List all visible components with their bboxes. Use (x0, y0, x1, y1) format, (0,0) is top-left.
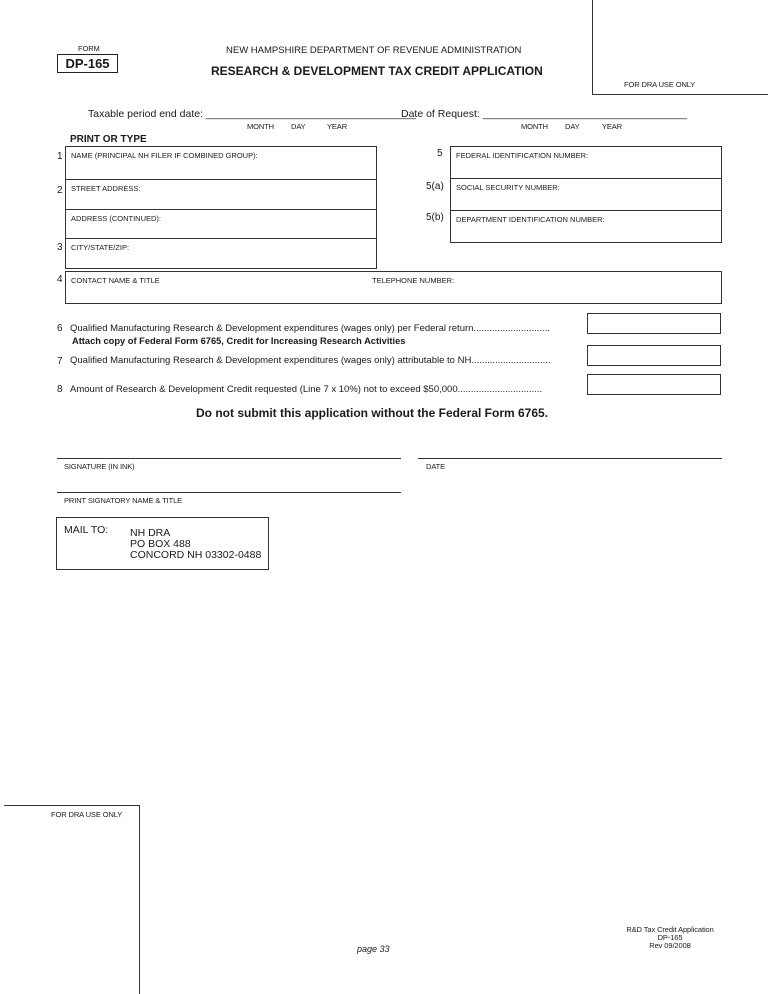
mail-address-line-2: PO BOX 488 (130, 538, 191, 550)
footer-app-name: R&D Tax Credit Application (626, 925, 714, 934)
form-label: FORM (78, 44, 100, 53)
dra-bottom-box-right-border (139, 805, 140, 994)
id-numbers-block (450, 146, 722, 243)
page-number: page 33 (357, 944, 390, 954)
warning-text: Do not submit this application without the Federal Form 6765. (196, 406, 549, 420)
dra-use-only-top: FOR DRA USE ONLY (624, 80, 696, 89)
request-month-caption: MONTH (521, 122, 548, 131)
footer-revision: Rev 09/2008 (649, 941, 691, 950)
department-name: NEW HAMPSHIRE DEPARTMENT OF REVENUE ADMINISTRATION (226, 45, 522, 56)
mail-to-label: MAIL TO: (64, 524, 109, 536)
line-number-6: 6 (57, 323, 63, 334)
mail-address-line-3: CONCORD NH 03302-0488 (130, 549, 262, 561)
address-block (65, 146, 377, 269)
form-title: RESEARCH & DEVELOPMENT TAX CREDIT APPLICATION (211, 64, 543, 78)
contact-row[interactable] (65, 271, 722, 304)
taxable-year-caption: YEAR (327, 122, 348, 131)
signature-label: SIGNATURE (IN INK) (64, 462, 135, 471)
contact-name-label: CONTACT NAME & TITLE (71, 276, 160, 285)
dra-box-bottom-border (592, 94, 768, 95)
request-year-caption: YEAR (602, 122, 623, 131)
date-of-request-label: Date of Request: ___________________________________ (401, 108, 688, 120)
line-number-5: 5 (437, 148, 443, 159)
address-continued-label: ADDRESS (CONTINUED): (71, 214, 162, 223)
line-6-amount-input[interactable] (587, 313, 721, 334)
footer-form-number: DP-165 (657, 933, 683, 942)
attach-form-note: Attach copy of Federal Form 6765, Credit for Increasing Research Activities (72, 336, 406, 346)
federal-id-field[interactable] (451, 147, 721, 179)
line-6-text: Qualified Manufacturing Research & Development expenditures (wages only) per Federal return............................. (70, 323, 550, 334)
line-number-2: 2 (57, 185, 63, 196)
line-number-8: 8 (57, 384, 63, 395)
dra-use-only-bottom: FOR DRA USE ONLY (51, 810, 123, 819)
line-7-amount-input[interactable] (587, 345, 721, 366)
taxable-day-caption: DAY (291, 122, 306, 131)
date-line[interactable] (418, 458, 722, 459)
date-label: DATE (426, 462, 446, 471)
line-number-5a: 5(a) (426, 181, 444, 192)
city-state-zip-field[interactable] (66, 239, 376, 268)
line-number-4: 4 (57, 274, 63, 285)
ssn-label: SOCIAL SECURITY NUMBER: (456, 183, 560, 192)
city-state-zip-label: CITY/STATE/ZIP: (71, 243, 130, 252)
print-name-line[interactable] (57, 492, 401, 493)
mail-address-line-1: NH DRA (130, 527, 171, 539)
telephone-label: TELEPHONE NUMBER: (372, 276, 455, 285)
name-field-label: NAME (PRINCIPAL NH FILER IF COMBINED GROUP): (71, 151, 258, 160)
line-8-amount-input[interactable] (587, 374, 721, 395)
line-8-text: Amount of Research & Development Credit requested (Line 7 x 10%) not to exceed $50,000................................ (70, 384, 543, 395)
department-id-label: DEPARTMENT IDENTIFICATION NUMBER: (456, 215, 605, 224)
street-address-field[interactable] (66, 180, 376, 210)
signature-line[interactable] (57, 458, 401, 459)
taxable-month-caption: MONTH (247, 122, 274, 131)
line-7-text: Qualified Manufacturing Research & Development expenditures (wages only) attributable to NH.............................. (70, 355, 551, 366)
form-number: DP-165 (57, 54, 118, 73)
mail-to-box (56, 517, 269, 570)
ssn-field[interactable] (451, 179, 721, 211)
dra-box-left-border (592, 0, 593, 95)
line-number-3: 3 (57, 242, 63, 253)
dra-bottom-box-top-border (4, 805, 140, 806)
taxable-period-label: Taxable period end date: ____________________________________ (88, 108, 417, 120)
federal-id-label: FEDERAL IDENTIFICATION NUMBER: (456, 151, 589, 160)
print-or-type: PRINT OR TYPE (70, 134, 147, 145)
print-name-label: PRINT SIGNATORY NAME & TITLE (64, 496, 183, 505)
line-number-5b: 5(b) (426, 212, 444, 223)
line-number-7: 7 (57, 356, 63, 367)
department-id-field[interactable] (451, 211, 721, 242)
line-number-1: 1 (57, 151, 63, 162)
name-field[interactable] (66, 147, 376, 180)
request-day-caption: DAY (565, 122, 580, 131)
address-continued-field[interactable] (66, 210, 376, 239)
street-address-label: STREET ADDRESS: (71, 184, 141, 193)
